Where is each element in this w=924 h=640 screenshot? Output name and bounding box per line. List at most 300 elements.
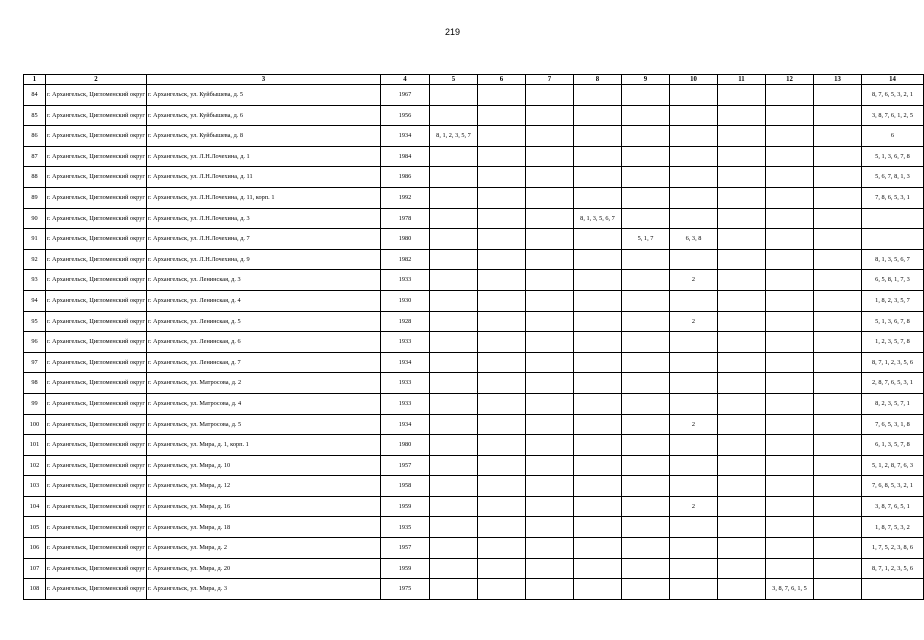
column-11-cell [718, 476, 766, 497]
column-5-cell [430, 393, 478, 414]
row-number-cell: 97 [24, 352, 46, 373]
district-cell: г. Архангельск, Цигломенский округ [46, 393, 147, 414]
column-13-cell [814, 476, 862, 497]
row-number-cell: 105 [24, 517, 46, 538]
column-10-cell [670, 455, 718, 476]
year-cell: 1933 [381, 270, 430, 291]
year-cell: 1933 [381, 332, 430, 353]
district-cell: г. Архангельск, Цигломенский округ [46, 517, 147, 538]
column-5-cell [430, 373, 478, 394]
address-cell: г. Архангельск, ул. Л.Н.Лочехина, д. 7 [147, 229, 381, 250]
column-8-cell [574, 517, 622, 538]
column-9-cell [622, 517, 670, 538]
column-11-cell [718, 352, 766, 373]
column-9-cell [622, 373, 670, 394]
row-number-cell: 108 [24, 579, 46, 600]
column-11-cell [718, 270, 766, 291]
column-header-5: 5 [430, 75, 478, 85]
address-cell: г. Архангельск, ул. Мира, д. 18 [147, 517, 381, 538]
column-8-cell [574, 187, 622, 208]
column-12-cell [766, 270, 814, 291]
column-12-cell [766, 167, 814, 188]
column-5-cell [430, 476, 478, 497]
column-13-cell [814, 393, 862, 414]
address-cell: г. Архангельск, ул. Куйбышева, д. 8 [147, 126, 381, 147]
column-8-cell [574, 126, 622, 147]
year-cell: 1928 [381, 311, 430, 332]
year-cell: 1986 [381, 167, 430, 188]
column-10-cell [670, 249, 718, 270]
address-cell: г. Архангельск, ул. Л.Н.Лочехина, д. 1 [147, 146, 381, 167]
column-14-cell [862, 208, 924, 229]
column-6-cell [478, 105, 526, 126]
column-header-6: 6 [478, 75, 526, 85]
table-row [24, 85, 924, 106]
row-number-cell: 100 [24, 414, 46, 435]
table-row [24, 538, 924, 559]
district-cell: г. Архангельск, Цигломенский округ [46, 290, 147, 311]
column-8-cell [574, 167, 622, 188]
column-12-cell [766, 311, 814, 332]
column-12-cell [766, 373, 814, 394]
column-12-cell [766, 538, 814, 559]
row-number-cell: 91 [24, 229, 46, 250]
year-cell: 1935 [381, 517, 430, 538]
address-cell: г. Архангельск, ул. Мира, д. 16 [147, 496, 381, 517]
column-8-cell [574, 332, 622, 353]
row-number-cell: 101 [24, 435, 46, 456]
table-row [24, 476, 924, 497]
header-row [24, 75, 924, 85]
column-7-cell [526, 538, 574, 559]
year-cell: 1956 [381, 105, 430, 126]
column-13-cell [814, 538, 862, 559]
column-13-cell [814, 517, 862, 538]
column-10-cell [670, 558, 718, 579]
column-14-cell: 1, 8, 2, 3, 5, 7 [862, 290, 924, 311]
column-14-cell [862, 579, 924, 600]
column-11-cell [718, 517, 766, 538]
address-cell: г. Архангельск, ул. Ленинская, д. 5 [147, 311, 381, 332]
table-row [24, 455, 924, 476]
district-cell: г. Архангельск, Цигломенский округ [46, 414, 147, 435]
column-7-cell [526, 393, 574, 414]
row-number-cell: 89 [24, 187, 46, 208]
column-11-cell [718, 496, 766, 517]
column-11-cell [718, 290, 766, 311]
column-7-cell [526, 290, 574, 311]
column-14-cell: 7, 8, 6, 5, 3, 1 [862, 187, 924, 208]
column-6-cell [478, 538, 526, 559]
year-cell: 1934 [381, 352, 430, 373]
address-cell: г. Архангельск, ул. Ленинская, д. 3 [147, 270, 381, 291]
column-7-cell [526, 270, 574, 291]
column-5-cell [430, 146, 478, 167]
address-cell: г. Архангельск, ул. Мира, д. 20 [147, 558, 381, 579]
table-header [24, 75, 924, 85]
column-8-cell [574, 414, 622, 435]
column-5-cell [430, 270, 478, 291]
column-7-cell [526, 85, 574, 106]
column-9-cell [622, 85, 670, 106]
address-cell: г. Архангельск, ул. Ленинская, д. 6 [147, 332, 381, 353]
column-6-cell [478, 187, 526, 208]
column-14-cell: 7, 6, 5, 3, 1, 8 [862, 414, 924, 435]
column-12-cell [766, 208, 814, 229]
year-cell: 1957 [381, 538, 430, 559]
column-5-cell [430, 352, 478, 373]
column-14-cell: 5, 6, 7, 8, 1, 3 [862, 167, 924, 188]
district-cell: г. Архангельск, Цигломенский округ [46, 187, 147, 208]
column-8-cell [574, 558, 622, 579]
column-13-cell [814, 167, 862, 188]
row-number-cell: 96 [24, 332, 46, 353]
column-9-cell [622, 249, 670, 270]
column-13-cell [814, 414, 862, 435]
year-cell: 1934 [381, 414, 430, 435]
column-6-cell [478, 455, 526, 476]
column-13-cell [814, 455, 862, 476]
column-11-cell [718, 373, 766, 394]
column-8-cell [574, 290, 622, 311]
column-7-cell [526, 229, 574, 250]
column-7-cell [526, 455, 574, 476]
table-row [24, 249, 924, 270]
column-9-cell [622, 435, 670, 456]
column-12-cell [766, 146, 814, 167]
row-number-cell: 94 [24, 290, 46, 311]
address-cell: г. Архангельск, ул. Мира, д. 2 [147, 538, 381, 559]
table-row [24, 414, 924, 435]
column-12-cell [766, 229, 814, 250]
row-number-cell: 90 [24, 208, 46, 229]
column-11-cell [718, 105, 766, 126]
table-row [24, 208, 924, 229]
column-10-cell [670, 126, 718, 147]
column-header-12: 12 [766, 75, 814, 85]
column-header-13: 13 [814, 75, 862, 85]
table-row [24, 167, 924, 188]
column-5-cell [430, 167, 478, 188]
column-13-cell [814, 352, 862, 373]
row-number-cell: 106 [24, 538, 46, 559]
column-11-cell [718, 332, 766, 353]
column-10-cell [670, 187, 718, 208]
column-13-cell [814, 146, 862, 167]
column-6-cell [478, 249, 526, 270]
column-5-cell [430, 290, 478, 311]
column-5-cell [430, 455, 478, 476]
table-row [24, 311, 924, 332]
column-13-cell [814, 435, 862, 456]
address-cell: г. Архангельск, ул. Куйбышева, д. 6 [147, 105, 381, 126]
column-9-cell [622, 290, 670, 311]
year-cell: 1959 [381, 496, 430, 517]
column-6-cell [478, 435, 526, 456]
column-11-cell [718, 167, 766, 188]
column-13-cell [814, 126, 862, 147]
column-6-cell [478, 311, 526, 332]
district-cell: г. Архангельск, Цигломенский округ [46, 352, 147, 373]
table-row [24, 126, 924, 147]
column-14-cell: 7, 6, 8, 5, 3, 2, 1 [862, 476, 924, 497]
column-14-cell: 5, 1, 2, 8, 7, 6, 3 [862, 455, 924, 476]
year-cell: 1934 [381, 126, 430, 147]
column-13-cell [814, 373, 862, 394]
column-10-cell [670, 167, 718, 188]
column-11-cell [718, 146, 766, 167]
district-cell: г. Архангельск, Цигломенский округ [46, 167, 147, 188]
column-8-cell [574, 435, 622, 456]
year-cell: 1980 [381, 435, 430, 456]
column-8-cell [574, 85, 622, 106]
year-cell: 1975 [381, 579, 430, 600]
column-8-cell [574, 105, 622, 126]
column-12-cell [766, 249, 814, 270]
column-7-cell [526, 105, 574, 126]
column-6-cell [478, 496, 526, 517]
column-9-cell [622, 414, 670, 435]
table-row [24, 352, 924, 373]
column-8-cell [574, 579, 622, 600]
column-13-cell [814, 311, 862, 332]
column-9-cell [622, 270, 670, 291]
column-header-1: 1 [24, 75, 46, 85]
row-number-cell: 87 [24, 146, 46, 167]
year-cell: 1930 [381, 290, 430, 311]
column-5-cell [430, 558, 478, 579]
column-7-cell [526, 496, 574, 517]
column-8-cell [574, 538, 622, 559]
column-6-cell [478, 290, 526, 311]
table-row [24, 579, 924, 600]
column-6-cell [478, 373, 526, 394]
column-6-cell [478, 167, 526, 188]
column-5-cell [430, 496, 478, 517]
district-cell: г. Архангельск, Цигломенский округ [46, 105, 147, 126]
table-row [24, 270, 924, 291]
column-7-cell [526, 579, 574, 600]
column-10-cell: 2 [670, 496, 718, 517]
column-header-14: 14 [862, 75, 924, 85]
column-6-cell [478, 85, 526, 106]
column-11-cell [718, 311, 766, 332]
year-cell: 1933 [381, 373, 430, 394]
column-10-cell [670, 435, 718, 456]
column-10-cell [670, 352, 718, 373]
column-9-cell [622, 558, 670, 579]
address-cell: г. Архангельск, ул. Ленинская, д. 4 [147, 290, 381, 311]
column-12-cell [766, 352, 814, 373]
column-header-2: 2 [46, 75, 147, 85]
column-14-cell: 6, 1, 3, 5, 7, 8 [862, 435, 924, 456]
column-8-cell [574, 476, 622, 497]
column-10-cell [670, 393, 718, 414]
column-8-cell [574, 496, 622, 517]
column-14-cell: 8, 2, 3, 5, 7, 1 [862, 393, 924, 414]
column-6-cell [478, 270, 526, 291]
column-header-8: 8 [574, 75, 622, 85]
column-11-cell [718, 249, 766, 270]
column-14-cell: 1, 7, 5, 2, 3, 8, 6 [862, 538, 924, 559]
column-7-cell [526, 558, 574, 579]
district-cell: г. Архангельск, Цигломенский округ [46, 476, 147, 497]
table-row [24, 517, 924, 538]
column-11-cell [718, 187, 766, 208]
column-14-cell: 5, 1, 3, 6, 7, 8 [862, 311, 924, 332]
district-cell: г. Архангельск, Цигломенский округ [46, 146, 147, 167]
column-8-cell [574, 229, 622, 250]
column-9-cell [622, 332, 670, 353]
column-13-cell [814, 187, 862, 208]
table-row [24, 229, 924, 250]
column-7-cell [526, 126, 574, 147]
column-5-cell [430, 311, 478, 332]
column-8-cell [574, 352, 622, 373]
row-number-cell: 98 [24, 373, 46, 394]
district-cell: г. Архангельск, Цигломенский округ [46, 435, 147, 456]
row-number-cell: 85 [24, 105, 46, 126]
column-header-7: 7 [526, 75, 574, 85]
column-12-cell [766, 126, 814, 147]
column-13-cell [814, 208, 862, 229]
column-10-cell [670, 476, 718, 497]
column-11-cell [718, 558, 766, 579]
column-6-cell [478, 579, 526, 600]
column-8-cell [574, 270, 622, 291]
district-cell: г. Архангельск, Цигломенский округ [46, 455, 147, 476]
column-9-cell [622, 352, 670, 373]
column-14-cell: 1, 2, 3, 5, 7, 8 [862, 332, 924, 353]
column-6-cell [478, 414, 526, 435]
column-13-cell [814, 85, 862, 106]
table-row [24, 105, 924, 126]
column-5-cell: 8, 1, 2, 3, 5, 7 [430, 126, 478, 147]
year-cell: 1978 [381, 208, 430, 229]
column-12-cell [766, 558, 814, 579]
column-8-cell [574, 373, 622, 394]
column-9-cell [622, 146, 670, 167]
column-11-cell [718, 85, 766, 106]
column-8-cell: 8, 1, 3, 5, 6, 7 [574, 208, 622, 229]
column-11-cell [718, 579, 766, 600]
column-7-cell [526, 167, 574, 188]
column-10-cell [670, 538, 718, 559]
column-6-cell [478, 517, 526, 538]
column-10-cell [670, 85, 718, 106]
column-6-cell [478, 352, 526, 373]
column-10-cell [670, 579, 718, 600]
column-header-10: 10 [670, 75, 718, 85]
column-12-cell [766, 517, 814, 538]
district-cell: г. Архангельск, Цигломенский округ [46, 208, 147, 229]
column-9-cell [622, 167, 670, 188]
page-number: 219 [444, 27, 461, 37]
column-7-cell [526, 414, 574, 435]
column-8-cell [574, 455, 622, 476]
column-10-cell [670, 105, 718, 126]
column-5-cell [430, 249, 478, 270]
year-cell: 1984 [381, 146, 430, 167]
year-cell: 1967 [381, 85, 430, 106]
table-row [24, 435, 924, 456]
buildings-table [23, 74, 924, 600]
table-row [24, 558, 924, 579]
year-cell: 1959 [381, 558, 430, 579]
row-number-cell: 107 [24, 558, 46, 579]
column-9-cell [622, 187, 670, 208]
column-14-cell: 3, 8, 7, 6, 1, 2, 5 [862, 105, 924, 126]
column-13-cell [814, 270, 862, 291]
column-9-cell [622, 126, 670, 147]
column-8-cell [574, 311, 622, 332]
column-7-cell [526, 476, 574, 497]
row-number-cell: 86 [24, 126, 46, 147]
district-cell: г. Архангельск, Цигломенский округ [46, 311, 147, 332]
district-cell: г. Архангельск, Цигломенский округ [46, 558, 147, 579]
district-cell: г. Архангельск, Цигломенский округ [46, 270, 147, 291]
column-12-cell [766, 435, 814, 456]
column-11-cell [718, 208, 766, 229]
address-cell: г. Архангельск, ул. Матросова, д. 4 [147, 393, 381, 414]
column-6-cell [478, 126, 526, 147]
column-14-cell: 1, 8, 7, 5, 3, 2 [862, 517, 924, 538]
column-10-cell [670, 373, 718, 394]
column-14-cell: 6, 5, 8, 1, 7, 3 [862, 270, 924, 291]
row-number-cell: 102 [24, 455, 46, 476]
column-14-cell: 5, 1, 3, 6, 7, 8 [862, 146, 924, 167]
column-14-cell: 8, 7, 1, 2, 3, 5, 6 [862, 352, 924, 373]
column-12-cell [766, 85, 814, 106]
row-number-cell: 104 [24, 496, 46, 517]
column-8-cell [574, 393, 622, 414]
column-11-cell [718, 414, 766, 435]
column-12-cell [766, 455, 814, 476]
row-number-cell: 93 [24, 270, 46, 291]
column-5-cell [430, 229, 478, 250]
column-5-cell [430, 435, 478, 456]
column-10-cell [670, 290, 718, 311]
column-12-cell [766, 105, 814, 126]
row-number-cell: 88 [24, 167, 46, 188]
column-9-cell [622, 105, 670, 126]
district-cell: г. Архангельск, Цигломенский округ [46, 496, 147, 517]
column-header-11: 11 [718, 75, 766, 85]
column-6-cell [478, 208, 526, 229]
column-13-cell [814, 558, 862, 579]
column-12-cell [766, 187, 814, 208]
district-cell: г. Архангельск, Цигломенский округ [46, 579, 147, 600]
row-number-cell: 95 [24, 311, 46, 332]
column-12-cell [766, 414, 814, 435]
column-header-4: 4 [381, 75, 430, 85]
column-13-cell [814, 496, 862, 517]
column-14-cell: 3, 8, 7, 6, 5, 1 [862, 496, 924, 517]
address-cell: г. Архангельск, ул. Куйбышева, д. 5 [147, 85, 381, 106]
row-number-cell: 92 [24, 249, 46, 270]
column-7-cell [526, 146, 574, 167]
column-13-cell [814, 229, 862, 250]
table-row [24, 187, 924, 208]
row-number-cell: 84 [24, 85, 46, 106]
column-9-cell [622, 538, 670, 559]
column-header-3: 3 [147, 75, 381, 85]
column-11-cell [718, 393, 766, 414]
column-10-cell [670, 208, 718, 229]
table-row [24, 146, 924, 167]
table-row [24, 393, 924, 414]
address-cell: г. Архангельск, ул. Мира, д. 3 [147, 579, 381, 600]
